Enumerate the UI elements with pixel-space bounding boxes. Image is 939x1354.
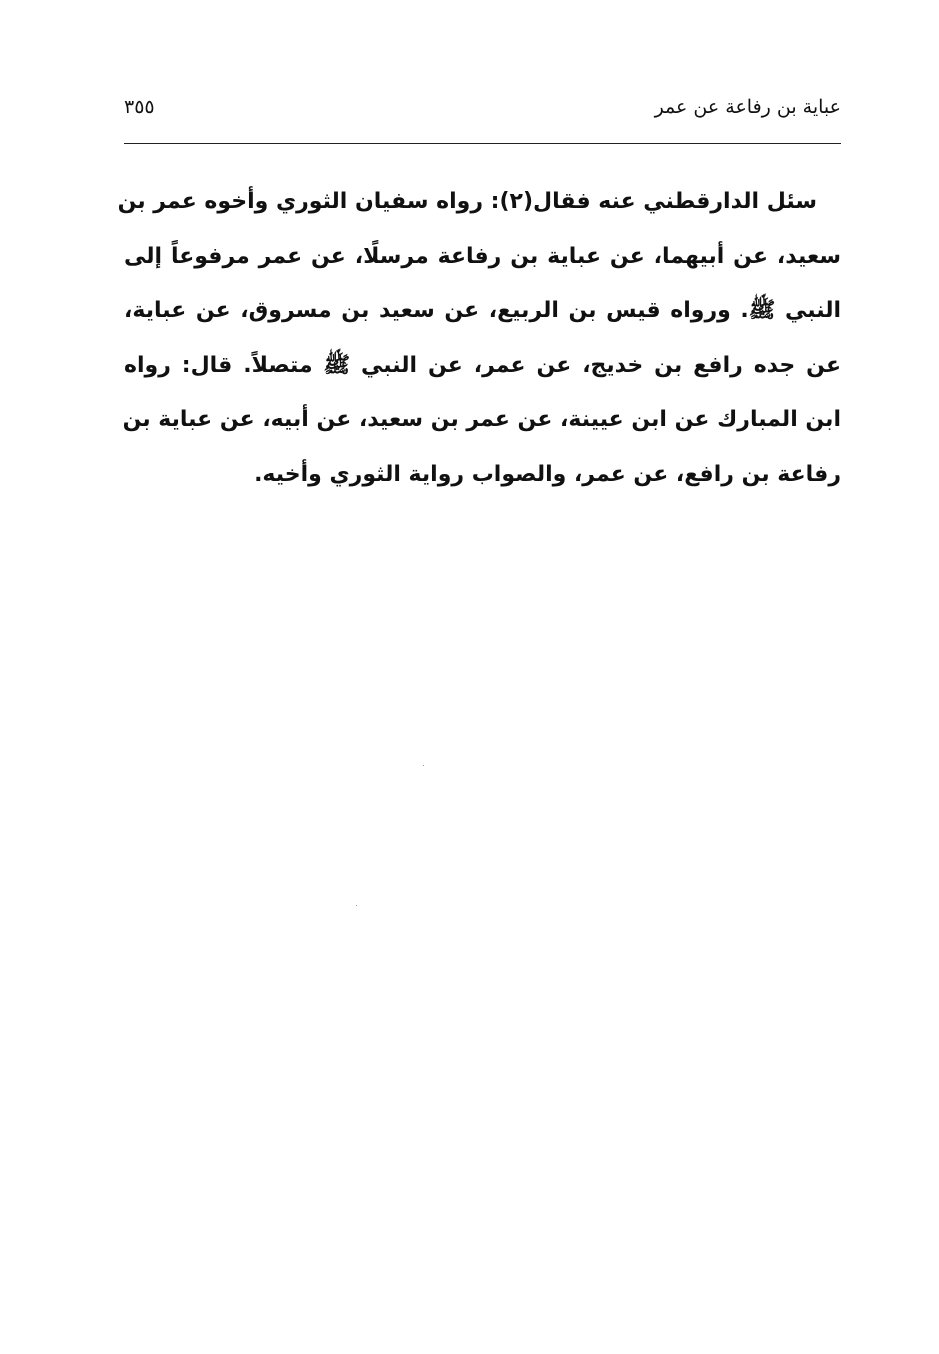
text-line: رفاعة بن رافع، عن عمر، والصواب رواية الثوري وأخيه. <box>254 461 841 487</box>
page-header <box>124 92 841 126</box>
text-line: سئل الدارقطني عنه فقال(٢): رواه سفيان الثوري وأخوه عمر بن <box>117 189 817 214</box>
scan-speck <box>423 765 424 766</box>
text-line: ابن المبارك عن ابن عيينة، عن عمر بن سعيد، عن أبيه، عن عباية بن <box>122 407 841 432</box>
text-line: عن جده رافع بن خديج، عن عمر، عن النبي ﷺ متصلاً. قال: رواه <box>124 352 841 378</box>
page-number: ٣٥٥ <box>124 96 155 118</box>
text-line: سعيد، عن أبيهما، عن عباية بن رفاعة مرسلًا، عن عمر مرفوعاً إلى <box>124 243 841 269</box>
running-title: عباية بن رفاعة عن عمر <box>654 96 841 118</box>
scan-speck <box>356 905 357 906</box>
text-line: النبي ﷺ. ورواه قيس بن الربيع، عن سعيد بن مسروق، عن عباية، <box>124 298 841 323</box>
body-paragraph <box>117 175 841 502</box>
header-rule <box>124 143 841 144</box>
